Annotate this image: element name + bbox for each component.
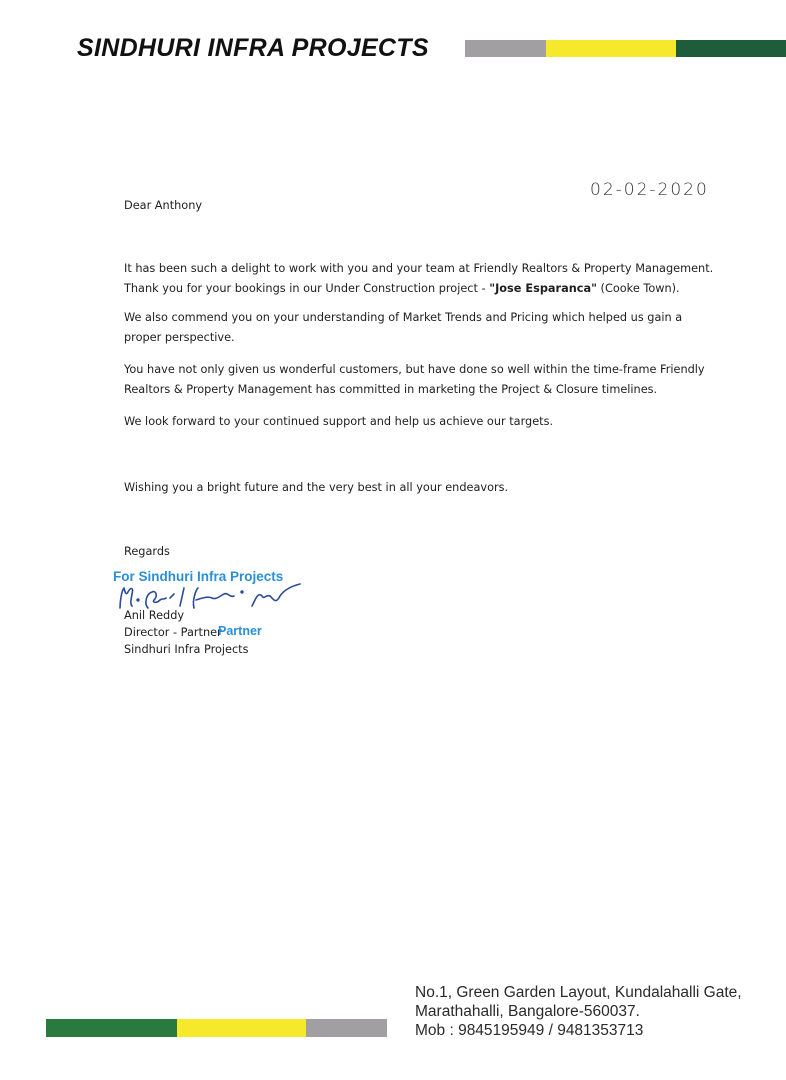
- paragraph-4: [124, 412, 553, 432]
- footer-address-line-1: No.1, Green Garden Layout, Kundalahalli Gate,: [415, 984, 742, 1001]
- salutation: Dear Anthony: [124, 199, 203, 212]
- paragraph-3-line-2: Realtors & Property Management has committed in marketing the Project & Closure timelines.: [124, 383, 658, 396]
- paragraph-2-line-2: proper perspective.: [124, 331, 235, 344]
- paragraph-3-line-1: You have not only given us wonderful customers, but have done so well within the time-frame Friendly: [124, 363, 705, 376]
- footer-address-line-2: Marathahalli, Bangalore-560037.: [415, 1003, 640, 1020]
- signatory-company: Sindhuri Infra Projects: [124, 643, 249, 656]
- paragraph-2-line-1: We also commend you on your understanding of Market Trends and Pricing which helped us gain a: [124, 311, 683, 324]
- footer-stripe-yellow: [177, 1019, 306, 1037]
- project-location: (Cooke Town).: [596, 282, 680, 295]
- signatory-title: Director - Partner: [124, 626, 222, 639]
- regards: Regards: [124, 545, 170, 558]
- paragraph-4-line-1: We look forward to your continued support and help us achieve our targets.: [124, 415, 554, 428]
- company-stamp-bottom: Partner: [218, 624, 262, 638]
- paragraph-1-line-1: It has been such a delight to work with you and your team at Friendly Realtors & Property Management.: [124, 262, 714, 275]
- header-stripe-green: [676, 40, 786, 57]
- header-stripe-yellow: [546, 40, 676, 57]
- closing-wish: Wishing you a bright future and the very best in all your endeavors.: [124, 481, 509, 494]
- header-stripe-gray: [465, 40, 546, 57]
- signatory-name: Anil Reddy: [124, 609, 185, 622]
- paragraph-2: [124, 308, 682, 348]
- footer-stripe-green: [46, 1019, 177, 1037]
- paragraph-1-line-2: [124, 279, 713, 299]
- project-name: "Jose Esparanca": [489, 282, 597, 295]
- letter-date: 02-02-2020: [590, 180, 709, 200]
- footer-address: [415, 983, 742, 1040]
- company-name-heading: SINDHURI INFRA PROJECTS: [77, 34, 429, 62]
- paragraph-1-text: Thank you for your bookings in our Under Construction project -: [124, 282, 490, 295]
- paragraph-1: [124, 259, 713, 299]
- footer-stripe-gray: [306, 1019, 387, 1037]
- paragraph-3: [124, 360, 705, 400]
- footer-phone: Mob : 9845195949 / 9481353713: [415, 1022, 644, 1039]
- company-stamp-top: For Sindhuri Infra Projects: [113, 569, 284, 584]
